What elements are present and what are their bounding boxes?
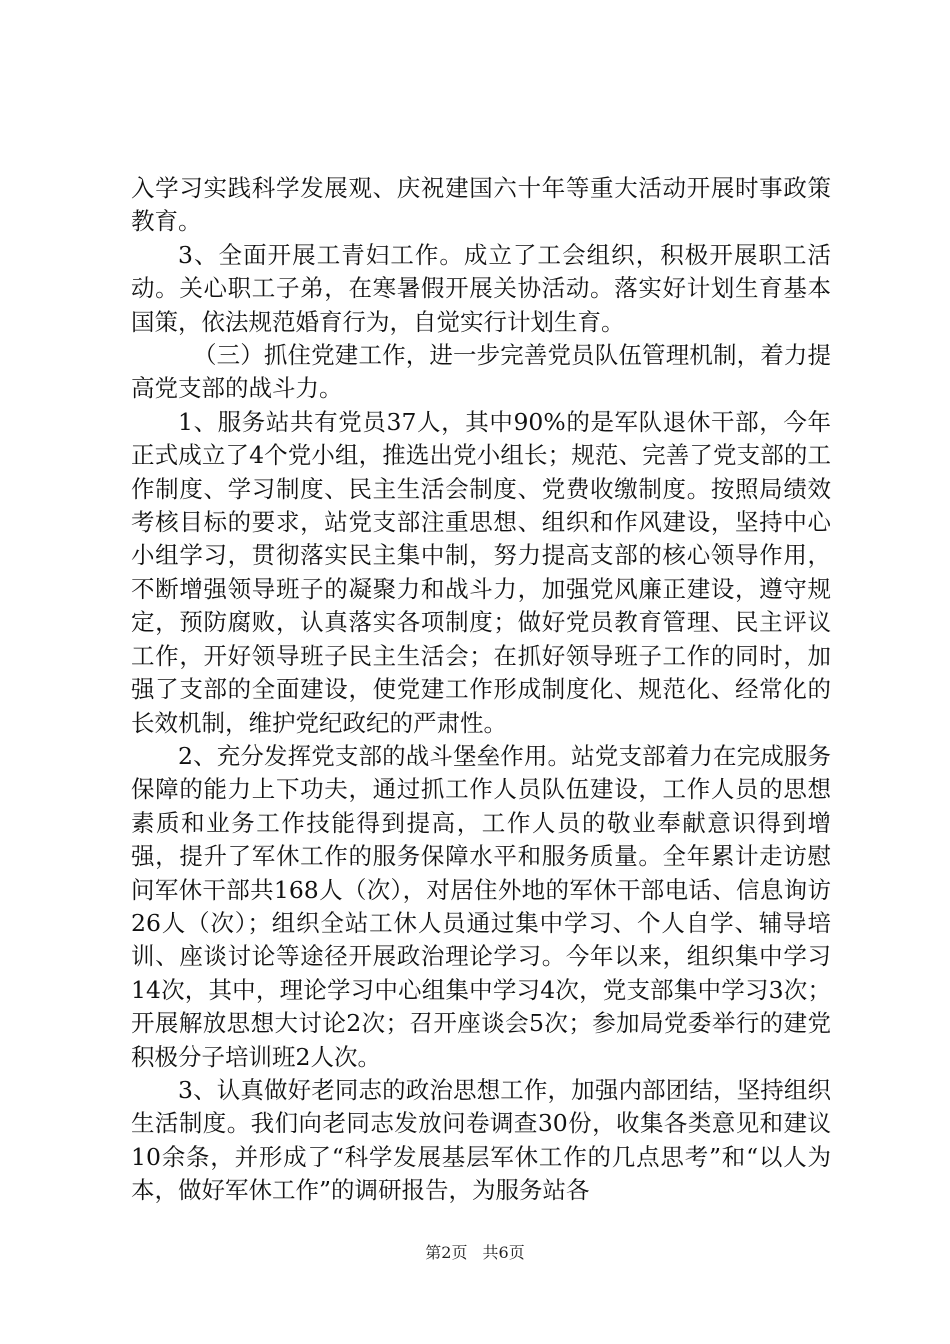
page-total: 共6页 <box>482 1243 525 1262</box>
section-heading-party-building: （三）抓住党建工作，进一步完善党员队伍管理机制，着力提高党支部的战斗力。 <box>131 341 831 403</box>
page-number: 第2页 <box>425 1243 468 1262</box>
paragraph-workers-youth-women: 3、全面开展工青妇工作。成立了工会组织，积极开展职工活动。关心职工子弟，在寒暑假开展关协活动。落实好计划生育基本国策，依法规范婚育行为，自觉实行计划生育。 <box>131 240 831 336</box>
paragraph-continuation: 入学习实践科学发展观、庆祝建国六十年等重大活动开展时事政策教育。 <box>131 174 831 236</box>
page-footer <box>0 1240 950 1263</box>
paragraph-party-members: 1、服务站共有党员37人，其中90%的是军队退休干部，今年正式成立了4个党小组，推选出党小组长；规范、完善了党支部的工作制度、学习制度、民主生活会制度、党费收缴制度。按照局绩效考核目标的要求，站党支部注重思想、组织和作风建设，坚持中心小组学习，贯彻落实民主集中制，努力提高支部的核心领导作用，不断增强领导班子的凝聚力和战斗力，加强党风廉正建设，遵守规定，预防腐败，认真落实各项制度；做好党员教育管理、民主评议工作，开好领导班子民主生活会；在抓好领导班子工作的同时，加强了支部的全面建设，使党建工作形成制度化、规范化、经常化的长效机制，维护党纪政纪的严肃性。 <box>131 407 831 737</box>
paragraph-political-work: 3、认真做好老同志的政治思想工作，加强内部团结，坚持组织生活制度。我们向老同志发放问卷调查30份，收集各类意见和建议10余条，并形成了“科学发展基层军休工作的几点思考”和“以人为本，做好军休工作”的调研报告，为服务站各 <box>131 1075 831 1205</box>
paragraph-party-branch-role: 2、充分发挥党支部的战斗堡垒作用。站党支部着力在完成服务保障的能力上下功夫，通过抓工作人员队伍建设，工作人员的思想素质和业务工作技能得到提高，工作人员的敬业奉献意识得到增强，提升了军休工作的服务保障水平和服务质量。全年累计走访慰问军休干部共168人（次），对居住外地的军休干部电话、信息询访26人（次）；组织全站工休人员通过集中学习、个人自学、辅导培训、座谈讨论等途径开展政治理论学习。今年以来，组织集中学习14次，其中，理论学习中心组集中学习4次，党支部集中学习3次；开展解放思想大讨论2次；召开座谈会5次；参加局党委举行的建党积极分子培训班2人次。 <box>131 741 831 1071</box>
document-body <box>131 172 831 1208</box>
